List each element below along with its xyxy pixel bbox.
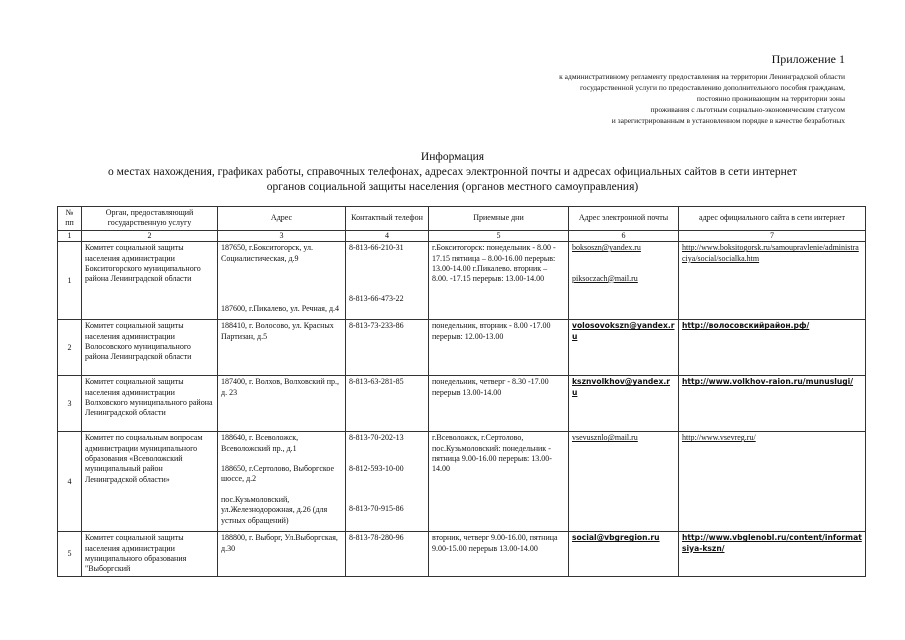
email-link[interactable]: ksznvolkhov@yandex.ru [572, 377, 670, 397]
site-cell [679, 242, 866, 320]
email-link[interactable]: vsevusznlo@mail.ru [572, 433, 638, 443]
site-link[interactable]: http://www.volkhov-raion.ru/munuslugi/ [682, 377, 854, 387]
address-text: 187650, г.Бокситогорск, ул. Социалистическая, д.9 [221, 243, 314, 263]
row-number: 1 [58, 242, 82, 320]
address-cell: 188800, г. Выборг, Ул.Выборгская, д.30 [218, 532, 346, 577]
phone-text: 8-813-70-915-86 [349, 504, 404, 514]
row-number: 2 [58, 320, 82, 376]
address-text: 188650, г.Сертолово, Выборгское шоссе, д.2 [221, 464, 334, 484]
phone-text: 8-813-66-210-31 [349, 243, 404, 253]
heading-line: органов социальной защиты населения (органов местного самоуправления) [266, 181, 639, 193]
email-cell [569, 432, 679, 532]
phone-cell: 8-813-78-280-96 [346, 532, 429, 577]
column-number: 2 [82, 230, 218, 241]
email-cell [569, 242, 679, 320]
email-link[interactable]: piksoczach@mail.ru [572, 273, 638, 283]
column-number: 6 [569, 230, 679, 241]
phone-cell [346, 242, 429, 320]
days-cell: г.Всеволожск, г.Сертолово, пос.Кузьмоловский: понедельник - пятница 9.00-16.00 перерыв: 13.00-14.00 [429, 432, 569, 532]
site-cell [679, 532, 866, 577]
appendix-line: государственной услуги по предоставлению дополнительного пособия гражданам, [580, 83, 845, 92]
info-table [57, 206, 866, 577]
appendix-title: Приложение 1 [771, 52, 845, 66]
site-link[interactable]: http://www.vbglenobl.ru/content/informatsiya-kszn/ [682, 533, 862, 553]
organ-cell: Комитет по социальным вопросам администрации муниципального образования «Всеволожский муниципальный район Ленинградской области» [82, 432, 218, 532]
phone-cell: 8-813-63-281-85 [346, 376, 429, 432]
column-number: 3 [218, 230, 346, 241]
phone-text: 8-813-70-202-13 [349, 433, 404, 443]
site-cell [679, 432, 866, 532]
site-link[interactable]: http://www.boksitogorsk.ru/samoupravlenie/administraciya/social/socialka.htm [682, 243, 859, 263]
column-number-row [58, 230, 866, 241]
organ-cell: Комитет социальной защиты населения администрации Волосовского муниципального района Ленинградской области [82, 320, 218, 376]
column-number: 7 [679, 230, 866, 241]
phone-text: 8-812-593-10-00 [349, 463, 404, 473]
address-text: 187600, г.Пикалево, ул. Речная, д.4 [221, 304, 340, 314]
document-heading [0, 150, 905, 195]
days-cell: вторник, четверг 9.00-16.00, пятница 9.00-15.00 перерыв 13.00-14.00 [429, 532, 569, 577]
address-cell: 187400, г. Волхов, Волховский пр., д. 23 [218, 376, 346, 432]
phone-cell: 8-813-73-233-86 [346, 320, 429, 376]
appendix-line: к административному регламенту предоставления на территории Ленинградской области [559, 72, 845, 81]
header-cell: адрес официального сайта в сети интернет [679, 207, 866, 231]
organ-cell: Комитет социальной защиты населения администрации Волховского муниципального района Ленинградской области [82, 376, 218, 432]
address-cell [218, 432, 346, 532]
email-link[interactable]: boksoszn@yandex.ru [572, 243, 641, 253]
appendix-line: проживания с льготным социально-экономическим статусом [650, 105, 845, 114]
heading-title: Информация [420, 151, 485, 163]
heading-line: о местах нахождения, графиках работы, справочных телефонах, адресах электронной почты и адресах официальных сайтов в сети интернет [108, 166, 797, 178]
email-cell [569, 320, 679, 376]
address-text: пос.Кузьмоловский, ул.Железнодорожная, д.26 (для устных обращений) [221, 494, 328, 525]
email-cell [569, 376, 679, 432]
row-number: 3 [58, 376, 82, 432]
table-row [58, 320, 866, 376]
header-cell: Адрес электронной почты [569, 207, 679, 231]
site-cell [679, 376, 866, 432]
email-link[interactable]: volosovokszn@yandex.ru [572, 321, 675, 341]
organ-text: Комитет социальной защиты населения администрации муниципального образования "Выборгский [85, 533, 187, 574]
days-cell: г.Бокситогорск: понедельник - 8.00 - 17.15 пятница – 8.00-16.00 перерыв: 13.00-14.00 г.Пикалево. вторник – 8.00. -17.15 перерыв: 13.00-14.00 [429, 242, 569, 320]
organ-cell [82, 532, 218, 577]
table-row [58, 376, 866, 432]
header-cell: Адрес [218, 207, 346, 231]
address-text: 188640, г. Всеволожск, Всеволожский пр., д.1 [221, 433, 299, 453]
header-cell: Контактный телефон [346, 207, 429, 231]
appendix-line: постоянно проживающим на территории зоны [696, 94, 845, 103]
address-cell: 188410, г. Волосово, ул. Красных Партизан, д.5 [218, 320, 346, 376]
column-number: 4 [346, 230, 429, 241]
site-cell [679, 320, 866, 376]
days-cell: понедельник, вторник - 8.00 -17.00 перерыв: 12.00-13.00 [429, 320, 569, 376]
site-link[interactable]: http://www.vsevreg.ru/ [682, 433, 756, 443]
phone-cell [346, 432, 429, 532]
appendix-block [425, 52, 845, 126]
header-cell: Орган, предоставляющий государственную услугу [82, 207, 218, 231]
table-header-row [58, 207, 866, 231]
row-number: 4 [58, 432, 82, 532]
header-cell: Приемные дни [429, 207, 569, 231]
site-link[interactable]: http://волосовскийрайон.рф/ [682, 321, 810, 331]
appendix-line: и зарегистрированным в установленном порядке в качестве безработных [611, 116, 845, 125]
table-row [58, 532, 866, 577]
days-cell: понедельник, четверг - 8.30 -17.00 перерыв 13.00-14.00 [429, 376, 569, 432]
column-number: 1 [58, 230, 82, 241]
table-row [58, 432, 866, 532]
email-cell [569, 532, 679, 577]
column-number: 5 [429, 230, 569, 241]
table-row [58, 242, 866, 320]
email-link[interactable]: social@vbgregion.ru [572, 533, 660, 543]
address-cell [218, 242, 346, 320]
organ-cell: Комитет социальной защиты населения администрации Бокситогорского муниципального района Ленинградской области [82, 242, 218, 320]
row-number: 5 [58, 532, 82, 577]
header-cell: № пп [58, 207, 82, 231]
phone-text: 8-813-66-473-22 [349, 293, 404, 303]
